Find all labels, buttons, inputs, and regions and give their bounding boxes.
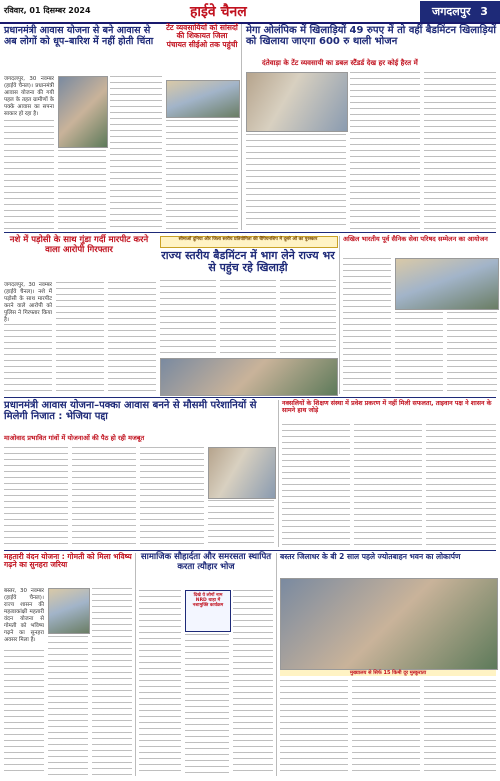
story-tent-headline: टेंट व्यवसायियों को सांसदों की शिकायत जिला पंचायत सीईओ तक पहुंची xyxy=(166,23,238,49)
page-number: 3 xyxy=(480,5,488,18)
story-neighbour-arrest-lede: जगदलपुर, 30 नवम्बर (हाईवे चैनल)। नशे में पड़ोसी के साथ मारपीट करने वाले आरोपी को पुलिस ने गिरफ्तार किया है। xyxy=(4,282,52,322)
story-mahtari-vandan-body xyxy=(4,650,44,776)
story-ex-servicemen-body xyxy=(343,258,391,394)
story-ex-servicemen-photo xyxy=(395,258,499,310)
story-naxal-body-col3 xyxy=(426,424,496,547)
column-divider xyxy=(241,24,242,230)
story-badminton-photo xyxy=(160,358,338,396)
story-mega-olympic-body-col2 xyxy=(350,72,420,230)
story-mahtari-vandan-lede: बस्तर, 30 नवम्बर (हाईवे चैनल)। राज्य शासन की महत्वाकांक्षी महतारी वंदन योजना से गोमती को भविष्य गढ़ने का सुनहरा अवसर मिला है। xyxy=(4,588,44,643)
column-divider xyxy=(135,553,136,776)
section-divider xyxy=(4,397,496,398)
story-pm-awas-bhejiya-body-col2 xyxy=(72,447,136,547)
story-pm-awas-photo xyxy=(58,76,108,148)
column-divider xyxy=(339,236,340,394)
story-naxal-body-col2 xyxy=(354,424,422,547)
edition-city: जगदलपुर xyxy=(432,5,471,18)
issue-date: रविवार, 01 दिसम्बर 2024 xyxy=(4,6,91,15)
story-tent-photo xyxy=(166,80,240,118)
story-bastar-building-photo xyxy=(280,578,498,670)
story-badminton-kicker: सीमाओं दुनिया और जिला स्तरीय प्रतियोगिता की चैंपियनशिप में दूसरे ओं का पुरस्कार xyxy=(178,237,318,242)
story-naxal-body xyxy=(282,424,350,547)
story-pm-awas-bhejiya-body xyxy=(4,447,68,547)
story-pm-awas-bhejiya-subhead: माओवाद प्रभावित गांवों में योजनाओं की पैठ हो रही मजबूत xyxy=(4,434,145,442)
story-bastar-building-body xyxy=(280,680,348,776)
story-bastar-building-body-col2 xyxy=(352,680,420,776)
story-nrd-box xyxy=(185,590,231,632)
story-nrd-box-title: दिखे ये लोगों नाम NRD थाहा में नशामुक्ति कार्यक्रम xyxy=(192,593,224,609)
story-social-harmony-body-col2 xyxy=(185,634,229,776)
story-badminton-body xyxy=(160,280,216,356)
edition-city-badge xyxy=(420,1,500,22)
story-naxal-headline: नक्सलियों के शिक्षण संस्था में प्रवेश प्रकरण में नहीं मिली सफलता, ताइवान पक्ष ने शासन के सामने हाथ जोड़े xyxy=(282,400,492,415)
story-mahtari-vandan-headline: महतारी वंदन योजना : गोमती को मिला भविष्य गढ़ने का सुनहरा जरिया xyxy=(4,552,132,570)
story-ex-servicemen-body-col2 xyxy=(395,312,443,394)
story-neighbour-arrest-body-col2 xyxy=(56,282,104,394)
story-bastar-building-caption: मुख्यालय से सिर्फ 15 किमी दूर मुस्कुराता xyxy=(280,670,496,676)
story-bastar-building-body-col3 xyxy=(424,680,496,776)
section-divider xyxy=(4,550,496,551)
story-tent-body xyxy=(166,120,238,230)
story-social-harmony-body xyxy=(139,590,181,776)
story-ex-servicemen-headline: अखिल भारतीय पूर्व सैनिक सेवा परिषद सम्मेलन का आयोजन xyxy=(343,235,488,243)
story-pm-awas-body-col3 xyxy=(110,76,162,230)
story-pm-awas-bhejiya-body-col4 xyxy=(208,500,274,547)
story-mega-olympic-body-col3 xyxy=(424,72,496,230)
column-divider xyxy=(276,553,277,776)
story-mega-olympic-headline: मेगा ओलंपिक में खिलाड़ियों 49 रुपए में तो वहीं बैडमिंटन खिलाड़ियों को खिलाया जाएगा 600 रु थाली भोजन xyxy=(246,25,496,48)
story-badminton-body-col2 xyxy=(220,280,276,356)
story-pm-awas-body xyxy=(4,120,54,230)
story-social-harmony-headline: सामाजिक सौहार्दता और समरसता स्थापित करता त्यौहार भोज xyxy=(140,552,272,572)
story-pm-awas-bhejiya-body-col3 xyxy=(140,447,204,547)
story-mahtari-vandan-photo xyxy=(48,588,90,634)
column-divider xyxy=(278,400,279,547)
story-ex-servicemen-body-col3 xyxy=(447,312,497,394)
story-mahtari-vandan-body-col2 xyxy=(48,636,88,776)
newspaper-title: हाईवे चैनल xyxy=(190,4,247,20)
story-social-harmony-body-col3 xyxy=(233,590,273,776)
section-divider xyxy=(4,232,496,233)
story-mahtari-vandan-body-col3 xyxy=(92,588,132,776)
story-neighbour-arrest-body-col3 xyxy=(108,282,156,394)
story-badminton-headline: राज्य स्तरीय बैडमिंटन में भाग लेने राज्य भर से पहुंच रहे खिलाड़ी xyxy=(161,249,335,275)
story-neighbour-arrest-body xyxy=(4,324,52,394)
story-pm-awas-bhejiya-headline: प्रधानमंत्री आवास योजना–पक्का आवास बनने से मौसमी परेशानियों से मिलेगी निजात : भेजिया पद्दा xyxy=(4,400,257,423)
story-neighbour-arrest-headline: नशे में पड़ोसी के साथ गुंडा गर्दी मारपीट करने वाला आरोपी गिरफ्तार xyxy=(9,235,149,255)
story-pm-awas-headline: प्रधानमंत्री आवास योजना से बने आवास से अब लोगों को धूप–बारिश में नहीं होती चिंता xyxy=(4,25,154,47)
story-pm-awas-bhejiya-photo xyxy=(208,447,276,499)
story-mega-olympic-photo xyxy=(246,72,348,132)
story-mega-olympic-subhead: दंतेवाड़ा के टेंट व्यवसायी का डबल स्टैंडर्ड देख हर कोई हैरत में xyxy=(262,59,418,67)
story-pm-awas-body-col2 xyxy=(58,150,106,230)
story-pm-awas-lede: जगदलपुर, 30 नवम्बर (हाईवे चैनल)। प्रधानमंत्री आवास योजना की गयी पहल के तहत ग्रामीणों के पक्के आवास का सपना साकार हो रहा है। xyxy=(4,76,54,117)
story-mega-olympic-body xyxy=(246,134,346,230)
story-bastar-building-headline: बस्तर जिलाधर के बी 2 साल पहले ज्योतबाहन भवन का लोकार्पण xyxy=(280,552,461,561)
story-badminton-body-col3 xyxy=(280,280,336,356)
